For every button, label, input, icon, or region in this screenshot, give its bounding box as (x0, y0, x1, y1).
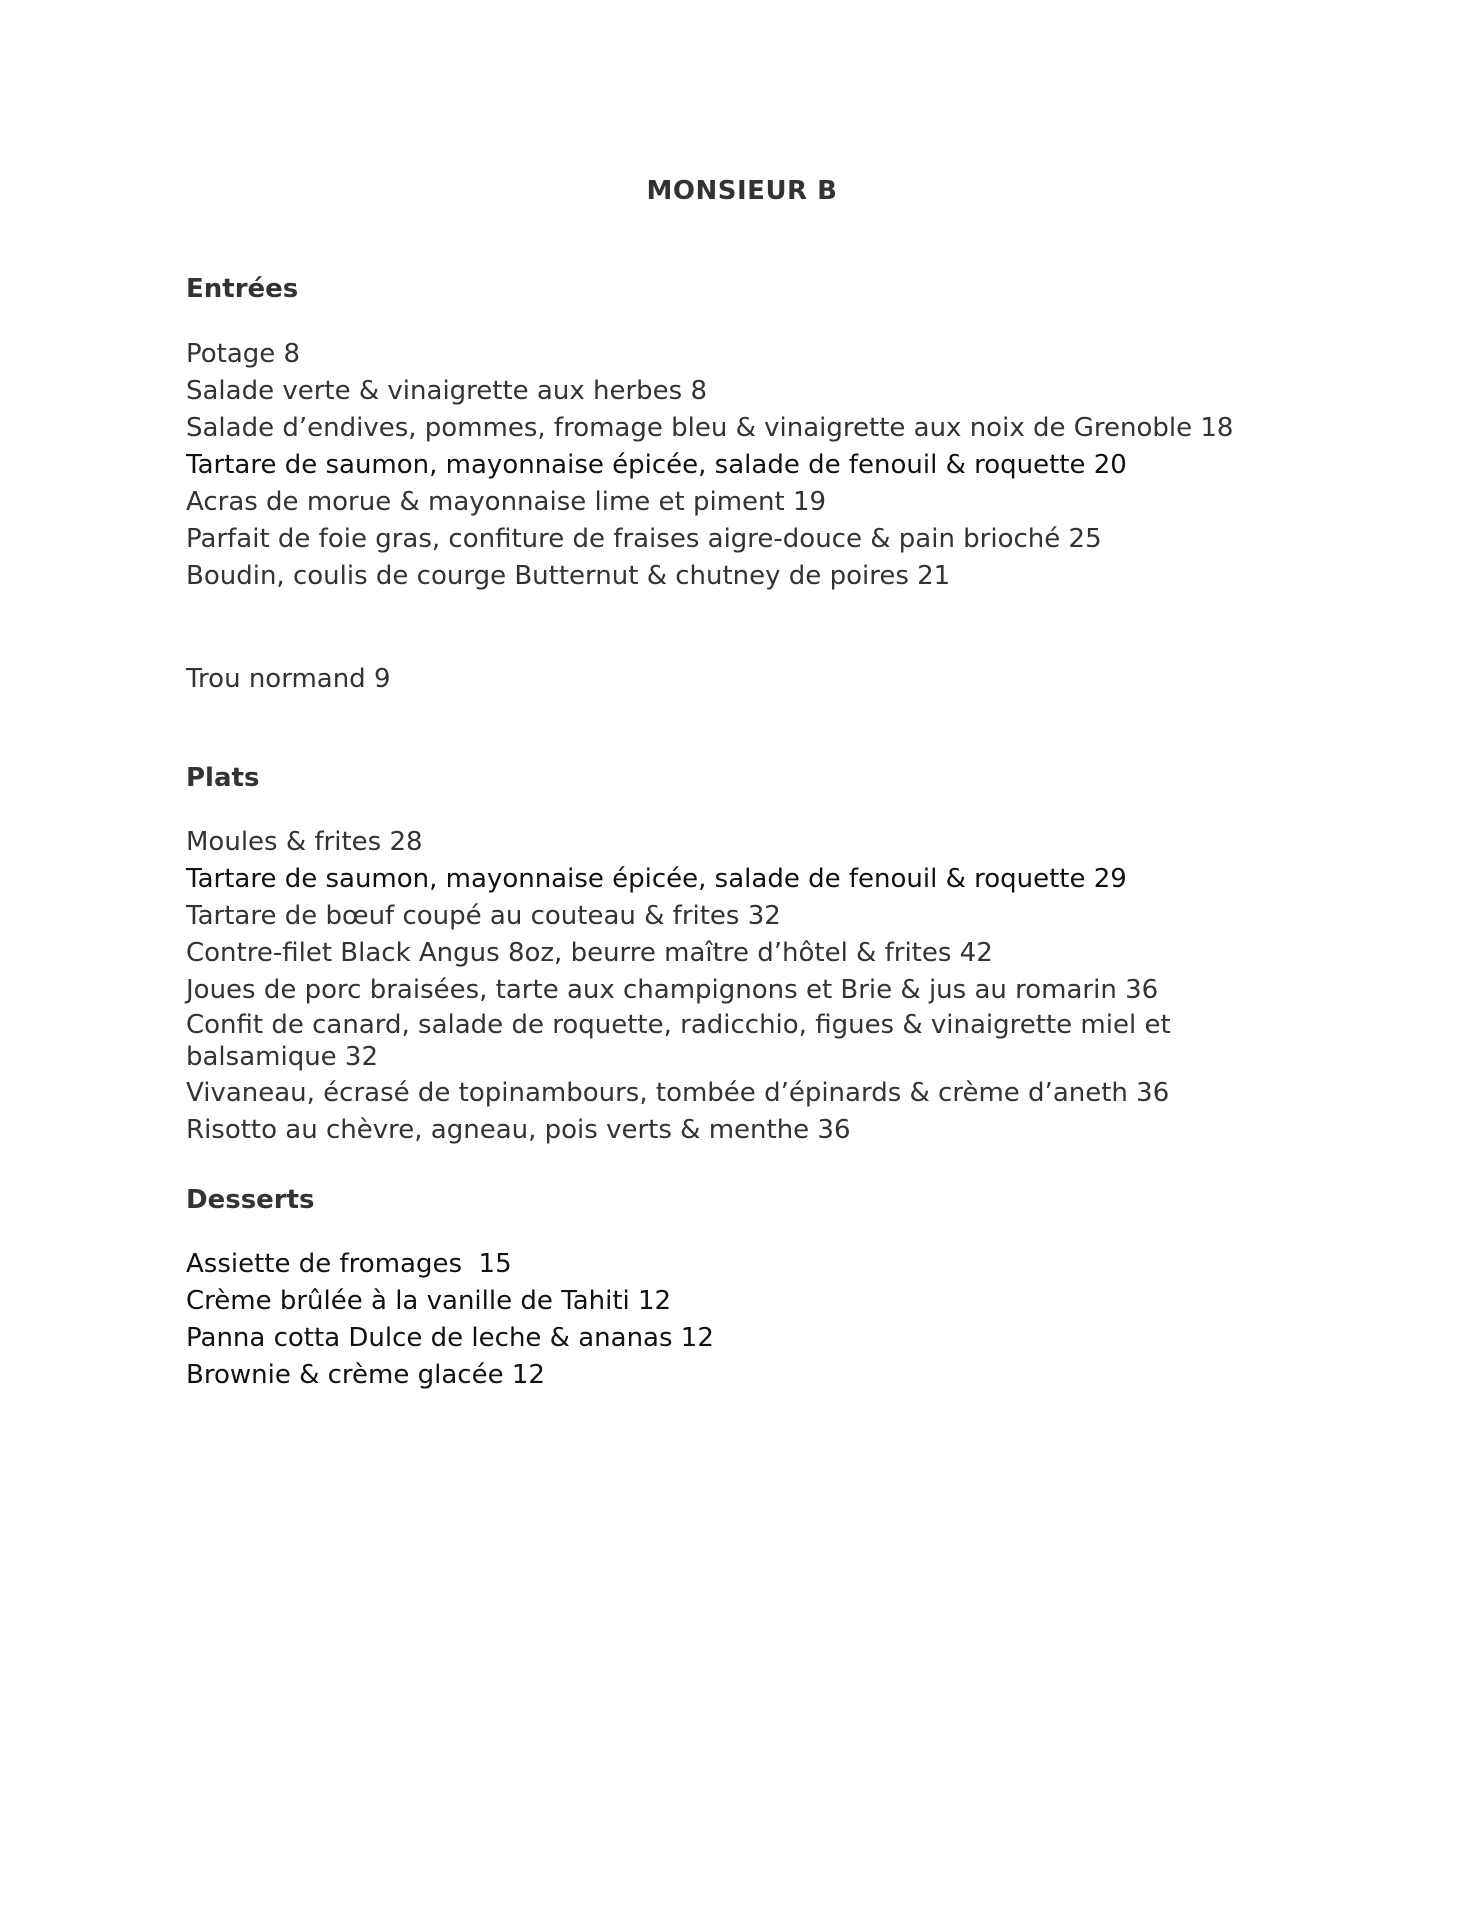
plats-list (186, 824, 1266, 1149)
dessert-item: Crème brûlée à la vanille de Tahiti 12 (186, 1286, 672, 1316)
entree-item: Acras de morue & mayonnaise lime et piment 19 (186, 487, 827, 517)
entree-item: Parfait de foie gras, confiture de fraises aigre-douce & pain brioché 25 (186, 524, 1102, 554)
plat-item: Vivaneau, écrasé de topinambours, tombée d’épinards & crème d’aneth 36 (186, 1078, 1170, 1108)
entree-item: Boudin, coulis de courge Butternut & chutney de poires 21 (186, 561, 951, 591)
plat-item: Confit de canard, salade de roquette, radicchio, figues & vinaigrette miel et balsamique 32 (186, 1010, 1171, 1072)
dessert-item: Assiette de fromages 15 (186, 1249, 512, 1279)
plat-item: Risotto au chèvre, agneau, pois verts & menthe 36 (186, 1115, 851, 1145)
trou-normand: Trou normand 9 (186, 664, 391, 694)
plat-item: Joues de porc braisées, tarte aux champignons et Brie & jus au romarin 36 (186, 975, 1159, 1005)
page-title: MONSIEUR B (646, 176, 838, 206)
desserts-heading: Desserts (186, 1185, 315, 1215)
plats-heading: Plats (186, 763, 260, 793)
plat-item: Contre-filet Black Angus 8oz, beurre maître d’hôtel & frites 42 (186, 938, 993, 968)
plat-item: Tartare de bœuf coupé au couteau & frites 32 (186, 901, 781, 931)
entree-item: Tartare de saumon, mayonnaise épicée, salade de fenouil & roquette 20 (186, 450, 1127, 480)
entree-item: Salade verte & vinaigrette aux herbes 8 (186, 376, 708, 406)
entrees-list (186, 336, 1233, 595)
dessert-item: Panna cotta Dulce de leche & ananas 12 (186, 1323, 714, 1353)
plat-item: Tartare de saumon, mayonnaise épicée, salade de fenouil & roquette 29 (186, 864, 1127, 894)
desserts-list (186, 1246, 714, 1394)
plat-item: Moules & frites 28 (186, 827, 423, 857)
entrees-heading: Entrées (186, 274, 299, 304)
entree-item: Salade d’endives, pommes, fromage bleu & vinaigrette aux noix de Grenoble 18 (186, 413, 1234, 443)
entree-item: Potage 8 (186, 339, 301, 369)
dessert-item: Brownie & crème glacée 12 (186, 1360, 545, 1390)
